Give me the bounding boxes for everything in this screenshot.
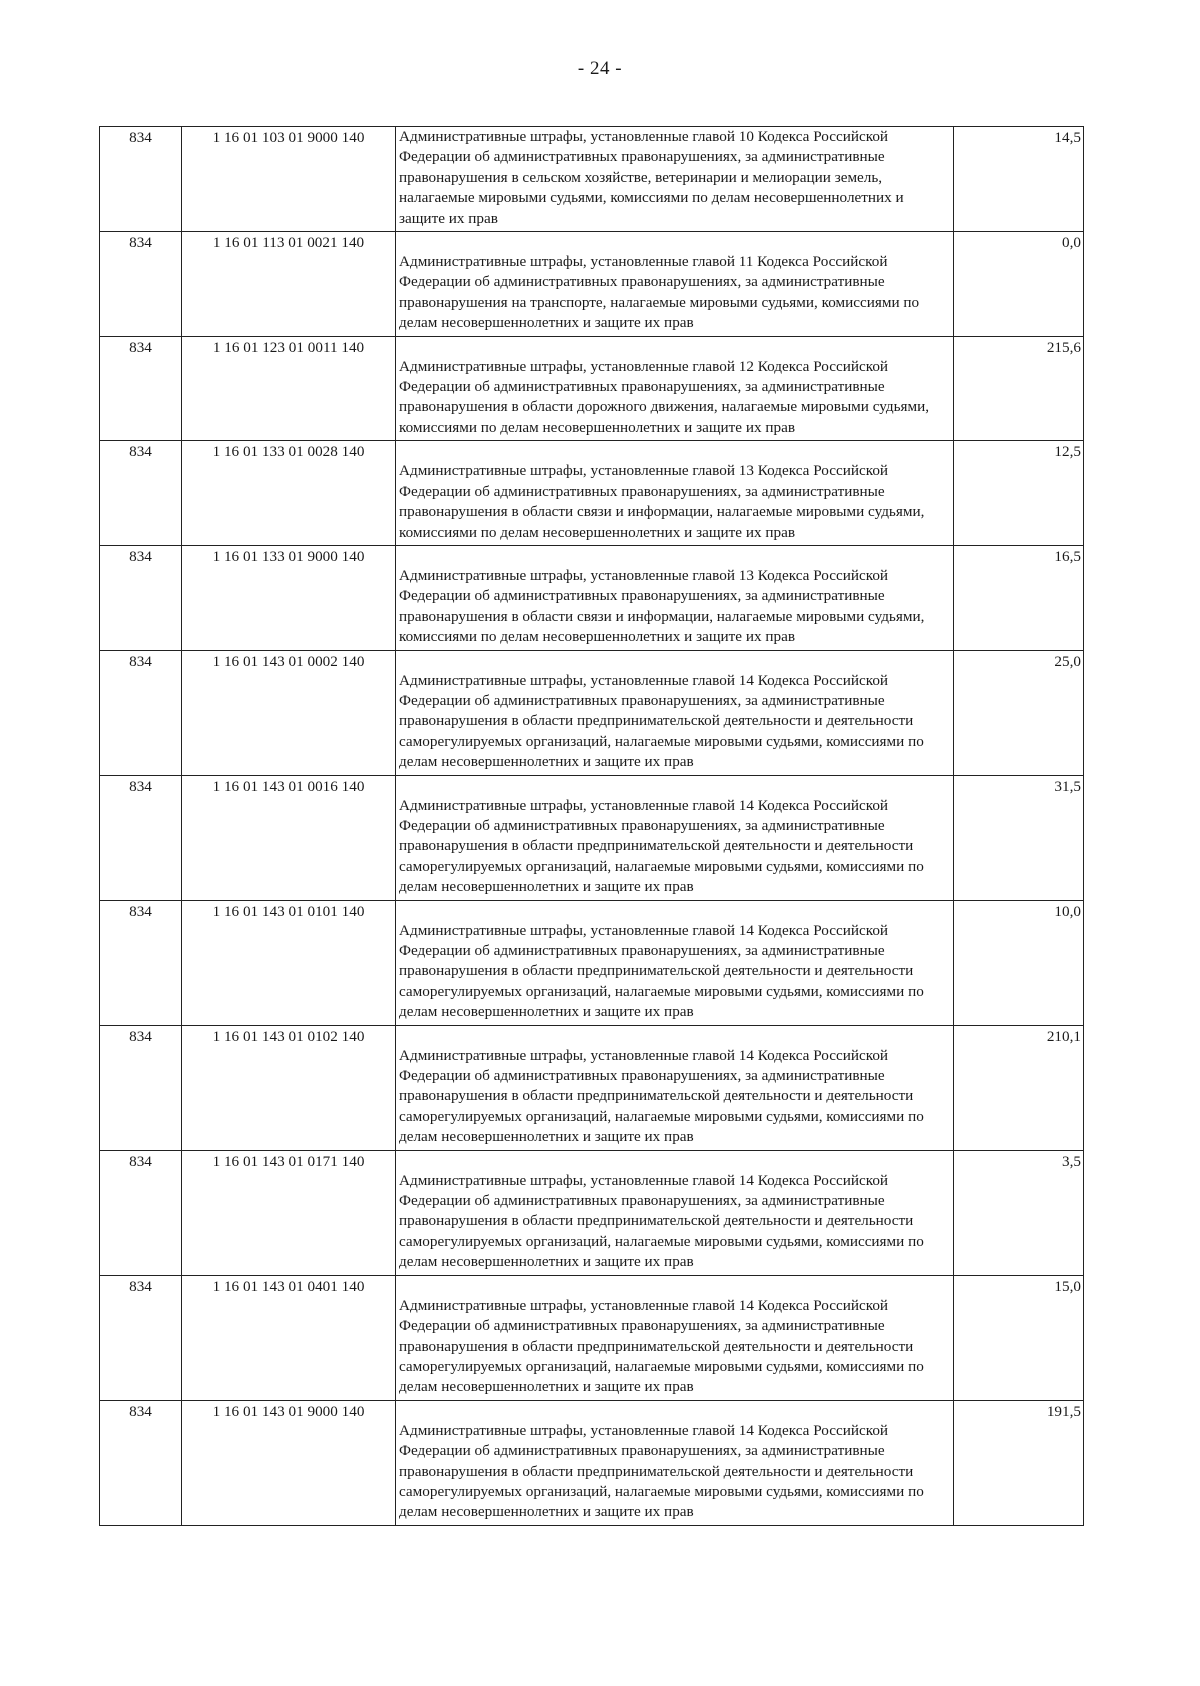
budget-code-cell: 1 16 01 143 01 9000 140 (182, 1400, 396, 1525)
amount-cell: 215,6 (954, 336, 1084, 441)
amount-cell: 3,5 (954, 1150, 1084, 1275)
admin-code-cell: 834 (100, 1025, 182, 1150)
admin-code-cell: 834 (100, 1400, 182, 1525)
budget-code-cell: 1 16 01 133 01 9000 140 (182, 545, 396, 650)
admin-code-cell: 834 (100, 1275, 182, 1400)
admin-code-cell: 834 (100, 441, 182, 546)
amount-cell: 210,1 (954, 1025, 1084, 1150)
admin-code-cell: 834 (100, 232, 182, 337)
table-row (100, 650, 1084, 775)
budget-code-cell: 1 16 01 143 01 0171 140 (182, 1150, 396, 1275)
description-cell: Административные штрафы, установленные главой 14 Кодекса Российской Федерации об административных правонарушениях, за административные правонарушения в области предпринимательской деятельности и деятельности саморегулируемых организаций, налагаемые мировыми судьями, комиссиями по делам несовершеннолетних и защите их прав (396, 1400, 954, 1525)
table-row (100, 441, 1084, 546)
description-cell: Административные штрафы, установленные главой 10 Кодекса Российской Федерации об административных правонарушениях, за административные правонарушения в сельском хозяйстве, ветеринарии и мелиорации земель, налагаемые мировыми судьями, комиссиями по делам несовершеннолетних и защите их прав (396, 127, 954, 232)
admin-code-cell: 834 (100, 775, 182, 900)
budget-code-cell: 1 16 01 123 01 0011 140 (182, 336, 396, 441)
amount-cell: 10,0 (954, 900, 1084, 1025)
description-cell: Административные штрафы, установленные главой 13 Кодекса Российской Федерации об административных правонарушениях, за административные правонарушения в области связи и информации, налагаемые мировыми судьями, комиссиями по делам несовершеннолетних и защите их прав (396, 545, 954, 650)
budget-code-cell: 1 16 01 143 01 0002 140 (182, 650, 396, 775)
table-row (100, 1025, 1084, 1150)
admin-code-cell: 834 (100, 545, 182, 650)
amount-cell: 16,5 (954, 545, 1084, 650)
table-row (100, 545, 1084, 650)
table-row (100, 1150, 1084, 1275)
amount-cell: 14,5 (954, 127, 1084, 232)
admin-code-cell: 834 (100, 650, 182, 775)
admin-code-cell: 834 (100, 900, 182, 1025)
description-cell: Административные штрафы, установленные главой 13 Кодекса Российской Федерации об административных правонарушениях, за административные правонарушения в области связи и информации, налагаемые мировыми судьями, комиссиями по делам несовершеннолетних и защите их прав (396, 441, 954, 546)
table-row (100, 232, 1084, 337)
table-row (100, 336, 1084, 441)
admin-code-cell: 834 (100, 336, 182, 441)
description-cell: Административные штрафы, установленные главой 12 Кодекса Российской Федерации об административных правонарушениях, за административные правонарушения в области дорожного движения, налагаемые мировыми судьями, комиссиями по делам несовершеннолетних и защите их прав (396, 336, 954, 441)
table-row (100, 1275, 1084, 1400)
description-cell: Административные штрафы, установленные главой 14 Кодекса Российской Федерации об административных правонарушениях, за административные правонарушения в области предпринимательской деятельности и деятельности саморегулируемых организаций, налагаемые мировыми судьями, комиссиями по делам несовершеннолетних и защите их прав (396, 1275, 954, 1400)
description-cell: Административные штрафы, установленные главой 14 Кодекса Российской Федерации об административных правонарушениях, за административные правонарушения в области предпринимательской деятельности и деятельности саморегулируемых организаций, налагаемые мировыми судьями, комиссиями по делам несовершеннолетних и защите их прав (396, 900, 954, 1025)
description-cell: Административные штрафы, установленные главой 14 Кодекса Российской Федерации об административных правонарушениях, за административные правонарушения в области предпринимательской деятельности и деятельности саморегулируемых организаций, налагаемые мировыми судьями, комиссиями по делам несовершеннолетних и защите их прав (396, 1150, 954, 1275)
amount-cell: 191,5 (954, 1400, 1084, 1525)
amount-cell: 25,0 (954, 650, 1084, 775)
budget-code-cell: 1 16 01 143 01 0016 140 (182, 775, 396, 900)
amount-cell: 12,5 (954, 441, 1084, 546)
budget-code-cell: 1 16 01 133 01 0028 140 (182, 441, 396, 546)
budget-code-cell: 1 16 01 143 01 0401 140 (182, 1275, 396, 1400)
table-row (100, 127, 1084, 232)
budget-code-cell: 1 16 01 113 01 0021 140 (182, 232, 396, 337)
amount-cell: 0,0 (954, 232, 1084, 337)
description-cell: Административные штрафы, установленные главой 14 Кодекса Российской Федерации об административных правонарушениях, за административные правонарушения в области предпринимательской деятельности и деятельности саморегулируемых организаций, налагаемые мировыми судьями, комиссиями по делам несовершеннолетних и защите их прав (396, 775, 954, 900)
revenue-table (99, 126, 1084, 1526)
page-number: - 24 - (577, 58, 623, 79)
amount-cell: 15,0 (954, 1275, 1084, 1400)
description-cell: Административные штрафы, установленные главой 11 Кодекса Российской Федерации об административных правонарушениях, за административные правонарушения на транспорте, налагаемые мировыми судьями, комиссиями по делам несовершеннолетних и защите их прав (396, 232, 954, 337)
table-row (100, 775, 1084, 900)
admin-code-cell: 834 (100, 1150, 182, 1275)
budget-code-cell: 1 16 01 143 01 0102 140 (182, 1025, 396, 1150)
table-row (100, 1400, 1084, 1525)
budget-code-cell: 1 16 01 103 01 9000 140 (182, 127, 396, 232)
table-row (100, 900, 1084, 1025)
amount-cell: 31,5 (954, 775, 1084, 900)
description-cell: Административные штрафы, установленные главой 14 Кодекса Российской Федерации об административных правонарушениях, за административные правонарушения в области предпринимательской деятельности и деятельности саморегулируемых организаций, налагаемые мировыми судьями, комиссиями по делам несовершеннолетних и защите их прав (396, 1025, 954, 1150)
budget-code-cell: 1 16 01 143 01 0101 140 (182, 900, 396, 1025)
admin-code-cell: 834 (100, 127, 182, 232)
description-cell: Административные штрафы, установленные главой 14 Кодекса Российской Федерации об административных правонарушениях, за административные правонарушения в области предпринимательской деятельности и деятельности саморегулируемых организаций, налагаемые мировыми судьями, комиссиями по делам несовершеннолетних и защите их прав (396, 650, 954, 775)
